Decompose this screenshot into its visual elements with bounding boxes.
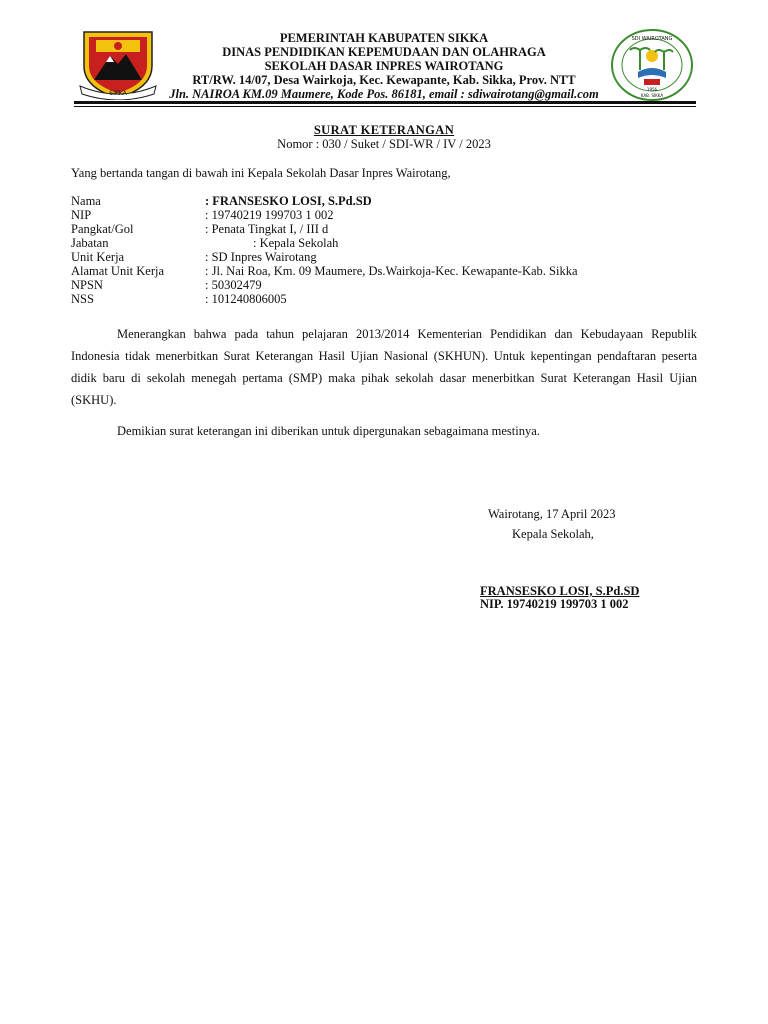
- emblem-year: 1956: [646, 87, 658, 92]
- letterhead-divider-thin: [74, 106, 696, 107]
- identity-label: NPSN: [71, 278, 103, 292]
- identity-value: : 19740219 199703 1 002: [205, 208, 334, 222]
- signature-name: FRANSESKO LOSI, S.Pd.SD: [480, 584, 640, 598]
- identity-value: : Penata Tingkat I, / III d: [205, 222, 329, 236]
- letter-number: Nomor : 030 / Suket / SDI-WR / IV / 2023: [277, 137, 491, 151]
- identity-label: Jabatan: [71, 236, 109, 250]
- identity-value: : Kepala Sekolah: [253, 236, 339, 250]
- identity-label: Nama: [71, 194, 101, 208]
- letterhead-school: SEKOLAH DASAR INPRES WAIROTANG: [264, 59, 504, 73]
- identity-label: Pangkat/Gol: [71, 222, 134, 236]
- body-paragraph-statement: Menerangkan bahwa pada tahun pelajaran 2013/2014 Kementerian Pendidikan dan Kebudayaan Republik Indonesia tidak menerbitkan Surat Keterangan Hasil Ujian Nasional (SKHUN). Untuk kepentingan pendaftaran peserta didik baru di sekolah menegah pertama (SMP) maka pihak sekolah dasar menerbitkan Surat Keterangan Hasil Ujian (SKHU).: [71, 327, 697, 407]
- identity-value: : FRANSESKO LOSI, S.Pd.SD: [205, 194, 372, 208]
- signature-title: Kepala Sekolah,: [512, 527, 594, 541]
- school-emblem-icon: [610, 28, 694, 102]
- letter-title: SURAT KETERANGAN: [313, 123, 455, 137]
- emblem-bottom-text: KAB. SIKKA: [640, 93, 664, 98]
- letterhead-divider-thick: [74, 101, 696, 104]
- letterhead-government: PEMERINTAH KABUPATEN SIKKA: [279, 31, 489, 45]
- opening-sentence: Yang bertanda tangan di bawah ini Kepala Sekolah Dasar Inpres Wairotang,: [71, 166, 451, 180]
- signature-nip: NIP. 19740219 199703 1 002: [480, 597, 629, 611]
- signature-place-date: Wairotang, 17 April 2023: [488, 507, 616, 521]
- identity-value: : 50302479: [205, 278, 262, 292]
- body-paragraph-closing: Demikian surat keterangan ini diberikan untuk dipergunakan sebagaimana mestinya.: [117, 424, 540, 438]
- emblem-ring-text: SDI WAIROTANG: [631, 36, 673, 42]
- letterhead-text: [140, 31, 628, 101]
- identity-label: NSS: [71, 292, 94, 306]
- identity-value: : SD Inpres Wairotang: [205, 250, 317, 264]
- crest-ribbon-text: SIKKA: [109, 90, 127, 97]
- letterhead-address: RT/RW. 14/07, Desa Wairkoja, Kec. Kewapante, Kab. Sikka, Prov. NTT: [192, 73, 576, 87]
- identity-label: Unit Kerja: [71, 250, 125, 264]
- letterhead-contact: Jln. NAIROA KM.09 Maumere, Kode Pos. 86181, email : sdiwairotang@gmail.com: [169, 87, 599, 101]
- letterhead-department: DINAS PENDIDIKAN KEPEMUDAAN DAN OLAHRAGA: [222, 45, 546, 59]
- identity-label: NIP: [71, 208, 92, 222]
- letterhead: [0, 0, 768, 110]
- identity-label: Alamat Unit Kerja: [71, 264, 165, 278]
- identity-value: : Jl. Nai Roa, Km. 09 Maumere, Ds.Wairkoja-Kec. Kewapante-Kab. Sikka: [205, 264, 578, 278]
- identity-value: : 101240806005: [205, 292, 287, 306]
